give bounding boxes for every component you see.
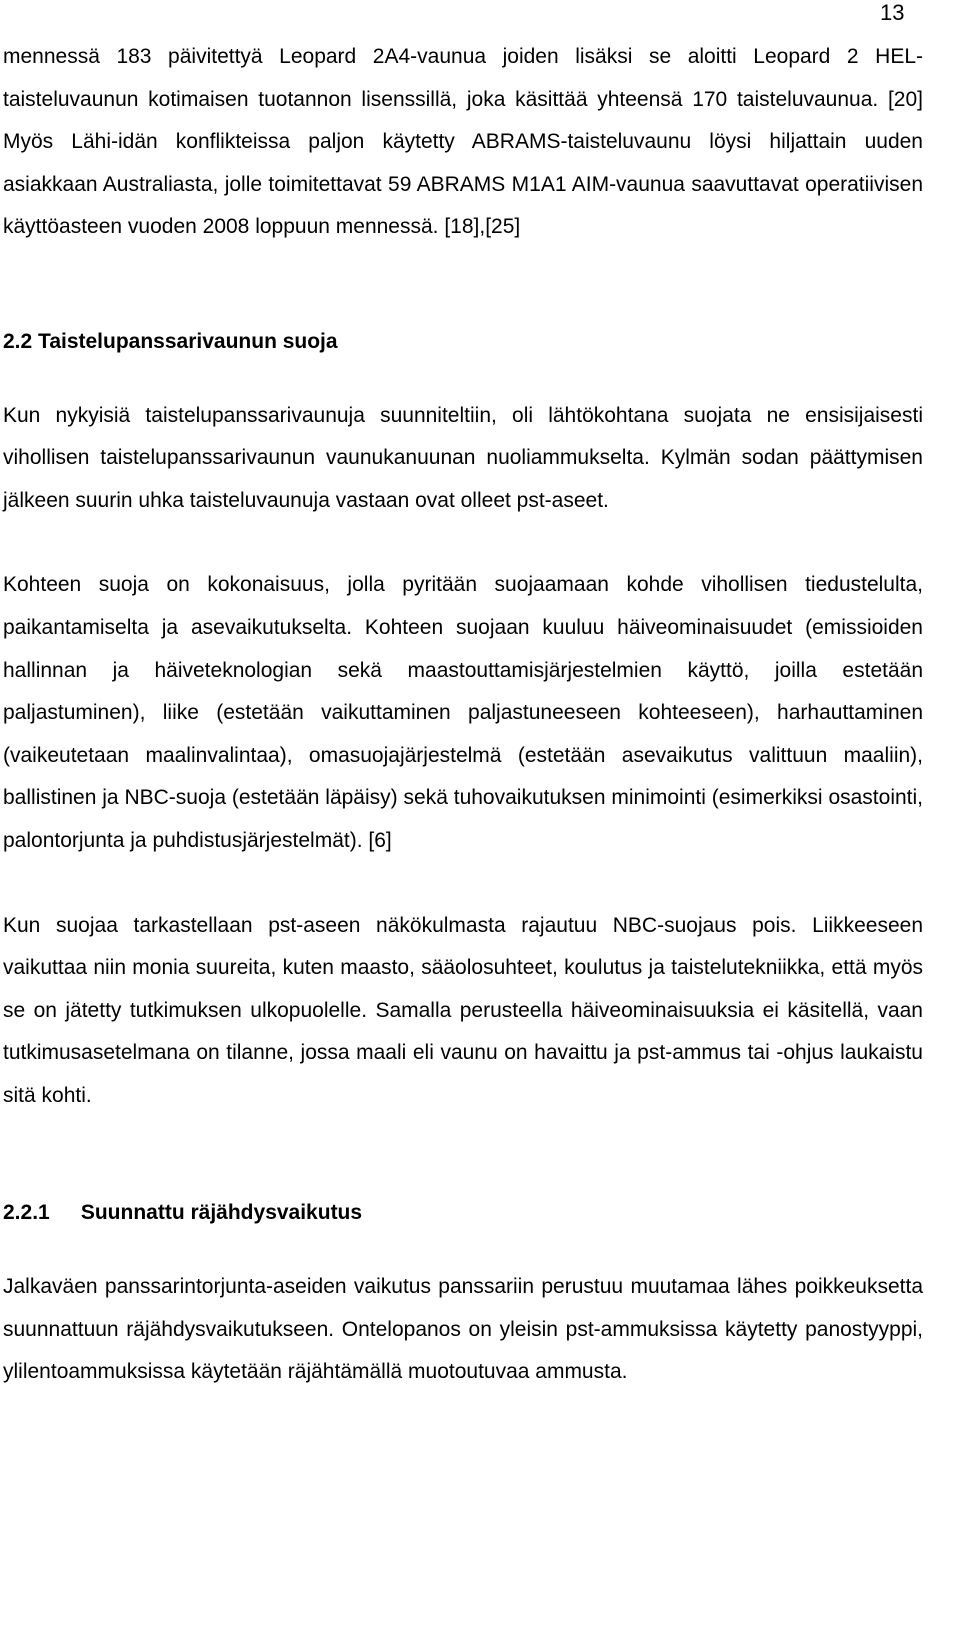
paragraph-scope: Kun suojaa tarkastellaan pst-aseen näkökulmasta rajautuu NBC-suojaus pois. Liikkeeseen vaikuttaa niin monia suureita, kuten maasto, sääolosuhteet, koulutus ja taistelutekniikka, että myös se on jätetty tutkimuksen ulkopuolelle. Samalla perusteella häiveominaisuuksia ei käsitellä, vaan tutkimusasetelmana on tilanne, jossa maali eli vaunu on havaittu ja pst-ammus tai -ohjus laukaistu sitä kohti. <box>3 913 923 1107</box>
page-number: 13 <box>880 0 905 25</box>
document-body <box>3 36 923 1394</box>
subsection-number: 2.2.1 <box>3 1201 50 1225</box>
paragraph-intro: mennessä 183 päivitettyä Leopard 2A4-vaunua joiden lisäksi se aloitti Leopard 2 HEL-taisteluvaunun kotimaisen tuotannon lisenssillä, joka käsittää yhteensä 170 taisteluvaunua. [20] Myös Lähi-idän konflikteissa paljon käytetty ABRAMS-taisteluvaunu löysi hiljattain uuden asiakkaan Australiasta, jolle toimitettavat 59 ABRAMS M1A1 AIM-vaunua saavuttavat operatiivisen käyttöasteen vuoden 2008 loppuun mennessä. [18],[25] <box>3 45 923 239</box>
subsection-heading <box>3 1192 923 1235</box>
section-number: 2.2 <box>3 329 33 353</box>
subsection-title: Suunnattu räjähdysvaikutus <box>80 1201 363 1225</box>
paragraph-threat: Kun nykyisiä taistelupanssarivaunuja suunniteltiin, oli lähtökohtana suojata ne ensisijaisesti vihollisen taistelupanssarivaunun vaunukanuunan nuoliammukselta. Kylmän sodan päättymisen jälkeen suurin uhka taisteluvaunuja vastaan ovat olleet pst-aseet. <box>3 403 923 512</box>
paragraph-protection-definition: Kohteen suoja on kokonaisuus, jolla pyritään suojaamaan kohde vihollisen tiedustelulta, paikantamiselta ja asevaikutukselta. Kohteen suojaan kuuluu häiveominaisuudet (emissioiden hallinnan ja häiveteknologian sekä maastouttamisjärjestelmien käyttö, joilla estetään paljastuminen), liike (estetään vaikuttaminen paljastuneeseen kohteeseen), harhauttaminen (vaikeutetaan maalinvalintaa), omasuojajärjestelmä (estetään asevaikutus valittuun maaliin), ballistinen ja NBC-suoja (estetään läpäisy) sekä tuhovaikutuksen minimointi (esimerkiksi osastointi, palontorjunta ja puhdistusjärjestelmät). [6] <box>3 573 923 852</box>
section-title: Taistelupanssarivaunun suoja <box>38 329 338 353</box>
section-heading <box>3 321 923 364</box>
paragraph-shaped-charge: Jalkaväen panssarintorjunta-aseiden vaikutus panssariin perustuu muutamaa lähes poikkeuksetta suunnattuun räjähdysvaikutukseen. Ontelopanos on yleisin pst-ammuksissa käytetty panostyyppi, ylilentoammuksissa käytetään räjähtämällä muotoutuvaa ammusta. <box>3 1275 923 1384</box>
